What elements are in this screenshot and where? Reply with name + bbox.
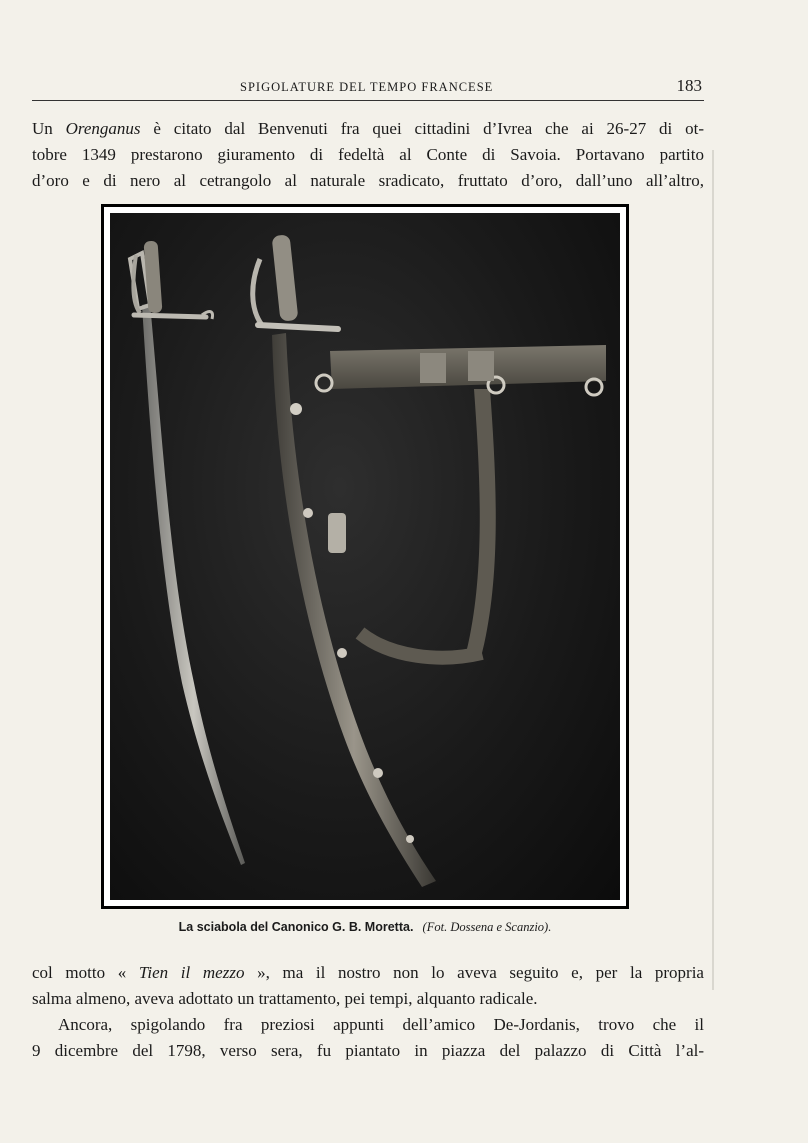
right-sabre-scabbard (272, 333, 436, 887)
right-sabre-grip (272, 234, 299, 321)
text-line: Ancora, spigolando fra preziosi appunti dell’amico De-Jordanis, trovo che il (58, 1015, 704, 1034)
belt-buckle (420, 353, 446, 383)
text-segment: è citato dal Benvenuti fra quei cittadini d’Ivrea che ai 26-27 di ot- (140, 119, 704, 138)
photo-credit: (Fot. Dossena e Scanzio). (422, 920, 552, 934)
paragraph-bottom-1-end (32, 986, 704, 1012)
motto-italic: Tien il mezzo (138, 963, 245, 982)
scabbard-ornament (337, 648, 347, 658)
belt-buckle (468, 351, 494, 381)
right-sabre-knuckle-bow (253, 259, 262, 325)
text-segment: Un (32, 119, 66, 138)
paragraph-top (32, 116, 704, 194)
running-title: SPIGOLATURE DEL TEMPO FRANCESE (240, 80, 494, 94)
left-sabre-grip (144, 241, 163, 314)
photo-sabres (110, 213, 620, 900)
running-head (32, 78, 704, 101)
belt-strap (466, 389, 496, 653)
photo-figure (101, 204, 629, 909)
figure-caption (101, 920, 629, 935)
text-segment: », ma il nostro non lo aveva seguito e, per la propria (244, 963, 704, 982)
text-line (32, 116, 704, 142)
surname-italic: Orenganus (65, 119, 141, 138)
scabbard-ornament (406, 835, 414, 843)
belt-ring (586, 379, 602, 395)
text-line (32, 960, 704, 986)
text-line: d’oro e di nero al cetrangolo al naturale sradicato, fruttato d’oro, dall’uno all’altro, (32, 171, 704, 190)
page-fold-shadow (712, 150, 714, 990)
sabre-illustration (110, 213, 620, 900)
paragraph-bottom-1 (32, 960, 704, 986)
caption-text: La sciabola del Canonico G. B. Moretta. (178, 920, 414, 934)
page-number: 183 (676, 76, 702, 95)
text-line: tobre 1349 prestarono giuramento di fedeltà al Conte di Savoia. Portavano partito (32, 145, 704, 164)
scabbard-ornament (373, 768, 383, 778)
text-line: 9 dicembre del 1798, verso sera, fu piantato in piazza del palazzo di Città l’al- (32, 1041, 704, 1060)
scabbard-ornament (290, 403, 302, 415)
text-segment: col motto « (32, 963, 139, 982)
belt-ring (316, 375, 332, 391)
text-line: salma almeno, aveva adottato un trattamento, pei tempi, alquanto radicale. (32, 989, 538, 1008)
right-sabre-crossguard (258, 325, 338, 329)
left-sabre-blade (142, 303, 245, 865)
left-sabre-crossguard (134, 315, 206, 317)
scabbard-ornament (303, 508, 313, 518)
scabbard-hanger (328, 513, 346, 553)
paragraph-bottom-2 (32, 1012, 704, 1064)
belt-strap-loop (360, 633, 482, 658)
